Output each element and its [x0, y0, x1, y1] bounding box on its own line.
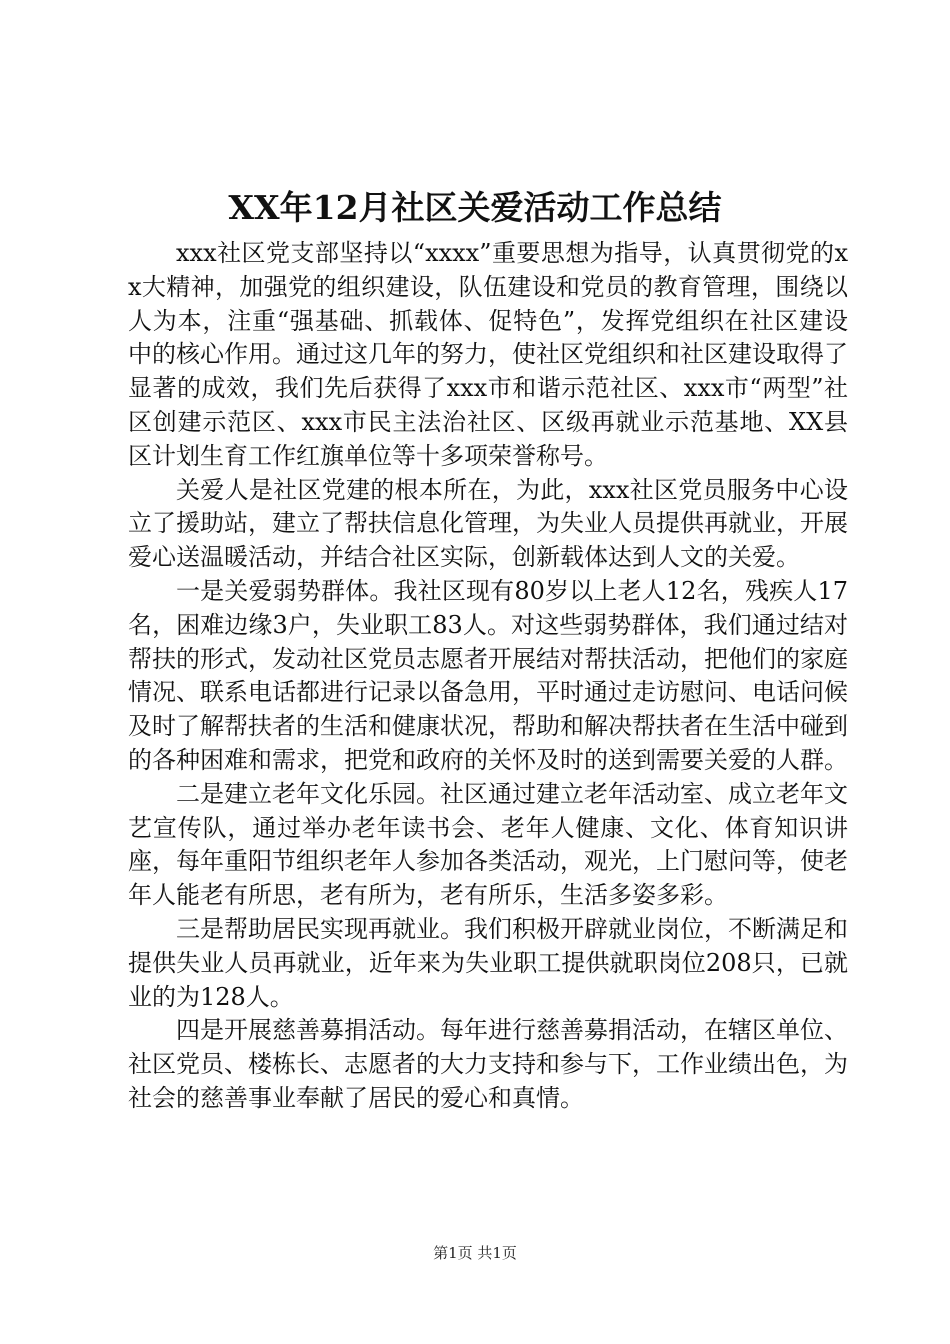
document-body	[128, 237, 848, 1116]
paragraph-2: 关爱人是社区党建的根本所在，为此，xxx社区党员服务中心设立了援助站，建立了帮扶信息化管理，为失业人员提供再就业，开展爱心送温暖活动，并结合社区实际，创新载体达到人文的关爱。	[128, 475, 848, 572]
document-title: XX年12月社区关爱活动工作总结	[228, 188, 722, 227]
paragraph-1: xxx社区党支部坚持以“xxxx”重要思想为指导，认真贯彻党的xx大精神，加强党的组织建设，队伍建设和党员的教育管理，围绕以人为本，注重“强基础、抓载体、促特色”，发挥党组织在社区建设中的核心作用。通过这几年的努力，使社区党组织和社区建设取得了显著的成效，我们先后获得了xxx市和谐示范社区、xxx市“两型”社区创建示范区、xxx市民主法治社区、区级再就业示范基地、XX县区计划生育工作红旗单位等十多项荣誉称号。	[128, 239, 848, 470]
page-footer: 第1页 共1页	[433, 1244, 517, 1262]
paragraph-6: 四是开展慈善募捐活动。每年进行慈善募捐活动，在辖区单位、社区党员、楼栋长、志愿者的大力支持和参与下，工作业绩出色，为社会的慈善事业奉献了居民的爱心和真情。	[128, 1016, 848, 1112]
paragraph-5: 三是帮助居民实现再就业。我们积极开辟就业岗位，不断满足和提供失业人员再就业，近年来为失业职工提供就职岗位208只，已就业的为128人。	[128, 914, 848, 1011]
paragraph-3: 一是关爱弱势群体。我社区现有80岁以上老人12名，残疾人17名，困难边缘3户，失业职工83人。对这些弱势群体，我们通过结对帮扶的形式，发动社区党员志愿者开展结对帮扶活动，把他们的家庭情况、联系电话都进行记录以备急用，平时通过走访慰问、电话问候及时了解帮扶者的生活和健康状况，帮助和解决帮扶者在生活中碰到的各种困难和需求，把党和政府的关怀及时的送到需要关爱的人群。	[128, 576, 848, 774]
paragraph-4: 二是建立老年文化乐园。社区通过建立老年活动室、成立老年文艺宣传队，通过举办老年读书会、老年人健康、文化、体育知识讲座，每年重阳节组织老年人参加各类活动，观光，上门慰问等，使老年人能老有所思，老有所为，老有所乐，生活多姿多彩。	[128, 779, 848, 910]
